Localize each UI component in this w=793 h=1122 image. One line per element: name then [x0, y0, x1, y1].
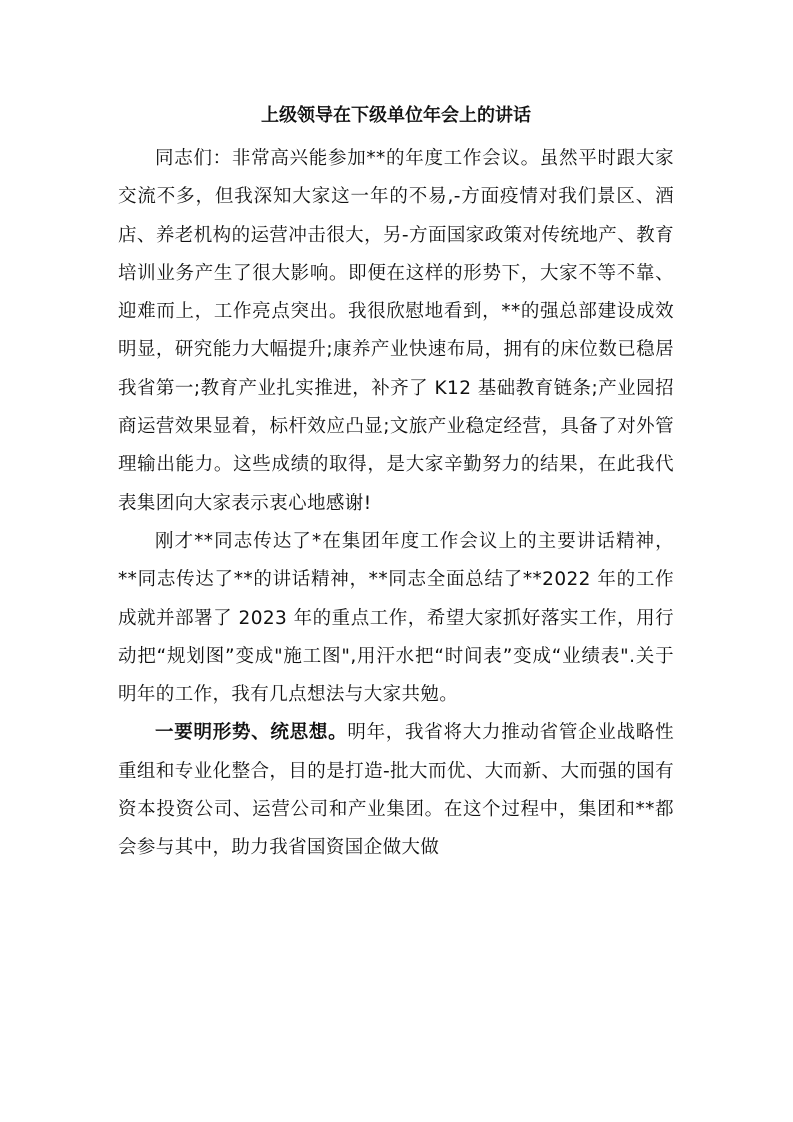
paragraph-summary: [118, 523, 674, 714]
document-page: [118, 92, 674, 868]
document-title: 上级领导在下级单位年会上的讲话: [261, 105, 531, 126]
paragraph-point-one-heading: 一要明形势、统思想。: [155, 722, 348, 744]
paragraph-point-one-text: 明年，我省将大力推动省管企业战略性重组和专业化整合，目的是打造-批大而优、大而新、大而强的国有资本投资公司、运营公司和产业集团。在这个过程中，集团和**都会参与其中，助力我省国资国企做大做: [118, 722, 674, 859]
paragraph-opening: [118, 140, 674, 523]
paragraph-point-one: [118, 714, 674, 867]
paragraph-opening-text: 同志们：非常高兴能参加**的年度工作会议。虽然平时跟大家交流不多，但我深知大家这一年的不易,-方面疫情对我们景区、酒店、养老机构的运营冲击很大，另-方面国家政策对传统地产、教育培训业务产生了很大影响。即便在这样的形势下，大家不等不靠、迎难而上，工作亮点突出。我很欣慰地看到，**的强总部建设成效明显，研究能力大幅提升;康养产业快速布局，拥有的床位数已稳居我省第一;教育产业扎实推进，补齐了 K12 基础教育链条;产业园招商运营效果显着，标杆效应凸显;文旅产业稳定经营，具备了对外管理输出能力。这些成绩的取得，是大家辛勤努力的结果，在此我代表集团向大家表示衷心地感谢!: [118, 148, 674, 514]
paragraph-summary-text: 刚才**同志传达了*在集团年度工作会议上的主要讲话精神，**同志传达了**的讲话精神，**同志全面总结了**2022 年的工作成就并部署了 2023 年的重点工作，希望大家抓好落实工作，用行动把“规划图”变成"施工图",用汗水把“时间表”变成“业绩表".关于明年的工作，我有几点想法与大家共勉。: [118, 530, 674, 706]
